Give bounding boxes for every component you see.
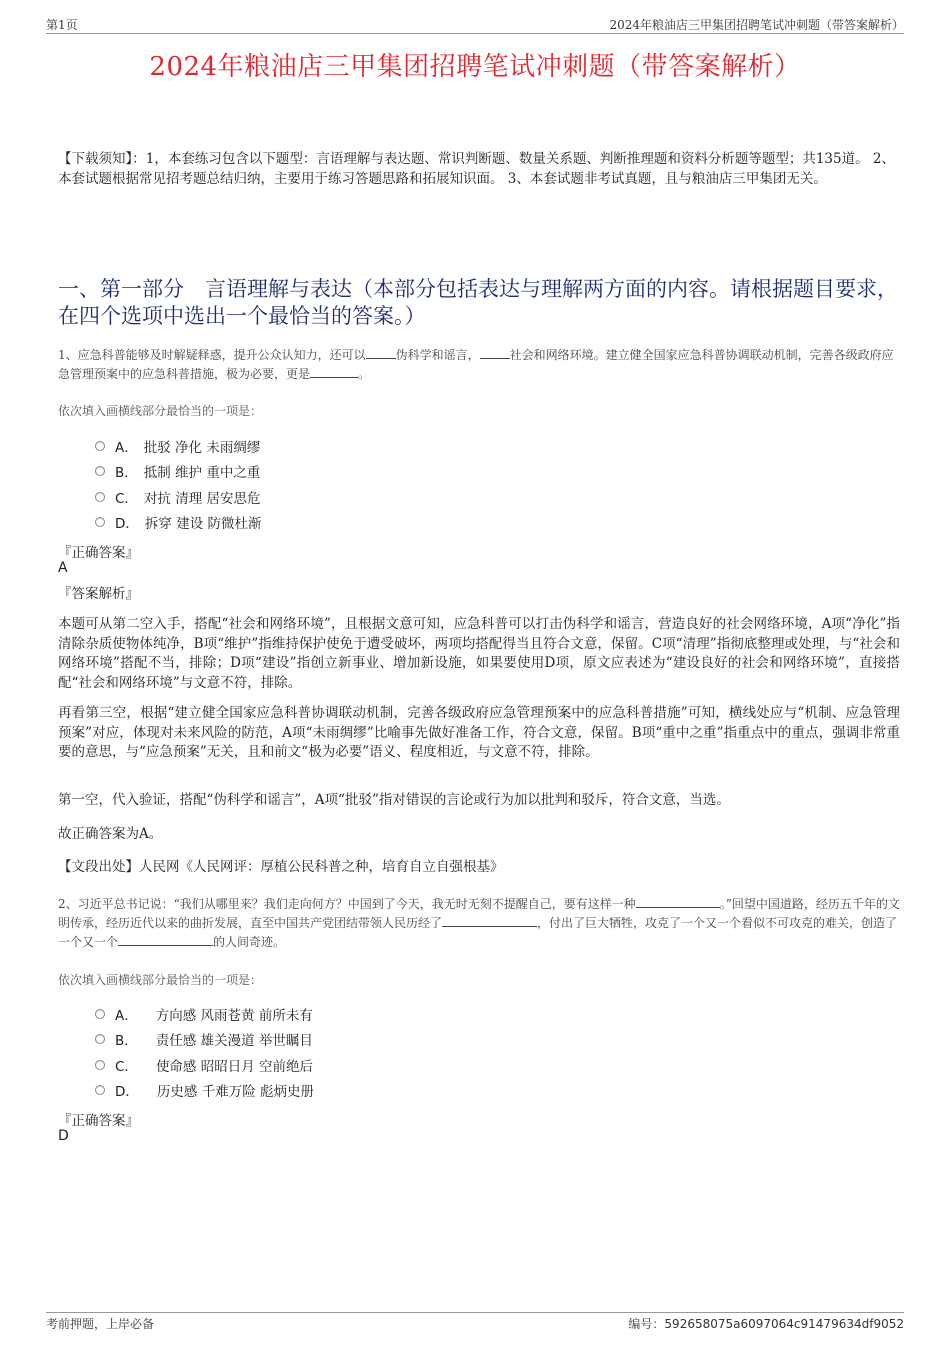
option-b[interactable]: B． 责任感 雄关漫道 举世瞩目 — [95, 1027, 314, 1053]
analysis-conclusion: 故正确答案为A。 — [58, 826, 163, 842]
correct-answer: A — [58, 560, 68, 576]
question-2-text: 2、习近平总书记说：“我们从哪里来？我们走向何方？中国到了今天，我无时无刻不提醒自己，要有这样一种 。”回望中国道路，经历五千年的文明传承，经历近代以来的曲折发展，直至中国共产党团结带领人民历经了 ，付出了巨大牺牲，攻克了一个又一个看似不可攻克的难关，创造了一个又一个 的人间奇迹。 — [58, 897, 900, 949]
section-heading: 一、第一部分 言语理解与表达（本部分包括表达与理解两方面的内容。请根据题目要求，在四个选项中选出一个最恰当的答案。） — [58, 277, 898, 328]
option-a[interactable]: A． 批驳 净化 未雨绸缪 — [95, 433, 262, 459]
page-number: 第1页 — [46, 18, 78, 32]
radio-button[interactable] — [95, 1085, 105, 1095]
question-2-options — [95, 1001, 314, 1103]
option-d[interactable]: D． 拆穿 建设 防微杜渐 — [95, 510, 262, 536]
analysis-paragraph: 第一空，代入验证，搭配“伪科学和谣言”，A项“批驳”指对错误的言论或行为加以批判和驳斥，符合文意，当选。 — [58, 792, 730, 808]
footer-slogan: 考前押题，上岸必备 — [46, 1317, 155, 1331]
document-title: 2024年粮油店三甲集团招聘笔试冲刺题（带答案解析） — [149, 52, 801, 82]
option-c[interactable]: C． 使命感 昭昭日月 空前绝后 — [95, 1052, 314, 1078]
analysis-label: 『答案解析』 — [58, 586, 139, 602]
option-b[interactable]: B． 抵制 维护 重中之重 — [95, 459, 262, 485]
radio-button[interactable] — [95, 466, 105, 476]
blank — [366, 358, 396, 359]
radio-button[interactable] — [95, 1009, 105, 1019]
blank — [442, 926, 537, 927]
question-1-prompt: 依次填入画横线部分最恰当的一项是： — [58, 404, 263, 418]
radio-button[interactable] — [95, 1034, 105, 1044]
correct-answer: D — [58, 1128, 69, 1144]
blank — [310, 377, 358, 378]
radio-button[interactable] — [95, 441, 105, 451]
answer-label: 『正确答案』 — [58, 1113, 139, 1129]
blank — [636, 907, 720, 908]
page-header — [46, 14, 904, 34]
option-d[interactable]: D． 历史感 千难万险 彪炳史册 — [95, 1078, 314, 1104]
header-doc-title: 2024年粮油店三甲集团招聘笔试冲刺题（带答案解析） — [609, 18, 904, 32]
blank — [118, 945, 213, 946]
question-1-text: 1、应急科普能够及时解疑释惑，提升公众认知力，还可以 伪科学和谣言， 社会和网络环境。建立健全国家应急科普协调联动机制，完善各级政府应急管理预案中的应急科普措施，极为必要，更是 。 — [58, 348, 894, 381]
source-citation: 【文段出处】人民网《人民网评：厚植公民科普之种，培育自立自强根基》 — [58, 859, 504, 875]
radio-button[interactable] — [95, 517, 105, 527]
radio-button[interactable] — [95, 1060, 105, 1070]
document-code: 编号：592658075a6097064c91479634df9052 — [628, 1317, 904, 1331]
option-c[interactable]: C． 对抗 清理 居安思危 — [95, 484, 262, 510]
analysis-paragraph: 再看第三空，根据“建立健全国家应急科普协调联动机制，完善各级政府应急管理预案中的应急科普措施”可知，横线处应与“机制、应急管理预案”对应，体现对未来风险的防范，A项“未雨绸缪”比喻事先做好准备工作，符合文意，保留。B项“重中之重”指重点中的重点，强调非常重要的意思，与“应急预案”无关，且和前文“极为必要”语义、程度相近，与文意不符，排除。 — [58, 705, 900, 760]
page-footer — [46, 1312, 904, 1336]
radio-button[interactable] — [95, 492, 105, 502]
download-notice: 【下载须知】：1，本套练习包含以下题型：言语理解与表达题、常识判断题、数量关系题、判断推理题和资料分析题等题型；共135道。 2、本套试题根据常见招考题总结归纳，主要用于练习答题思路和拓展知识面。 3、本套试题非考试真题，且与粮油店三甲集团无关。 — [58, 151, 895, 187]
option-a[interactable]: A． 方向感 风雨苍黄 前所未有 — [95, 1001, 314, 1027]
question-1-options — [95, 433, 262, 535]
answer-label: 『正确答案』 — [58, 545, 139, 561]
analysis-paragraph: 本题可从第二空入手，搭配“社会和网络环境”，且根据文意可知，应急科普可以打击伪科学和谣言，营造良好的社会网络环境，A项“净化”指清除杂质使物体纯净，B项“维护”指维持保护使免于遭受破坏，两项均搭配得当且符合文意，保留。C项“清理”指彻底整理或处理，与“社会和网络环境”搭配不当，排除；D项“建设”指创立新事业、增加新设施，如果要使用D项，原文应表述为“建设良好的社会和网络环境”，直接搭配“社会和网络环境”与文意不符，排除。 — [58, 616, 900, 691]
question-2-prompt: 依次填入画横线部分最恰当的一项是： — [58, 973, 263, 987]
blank — [480, 358, 510, 359]
